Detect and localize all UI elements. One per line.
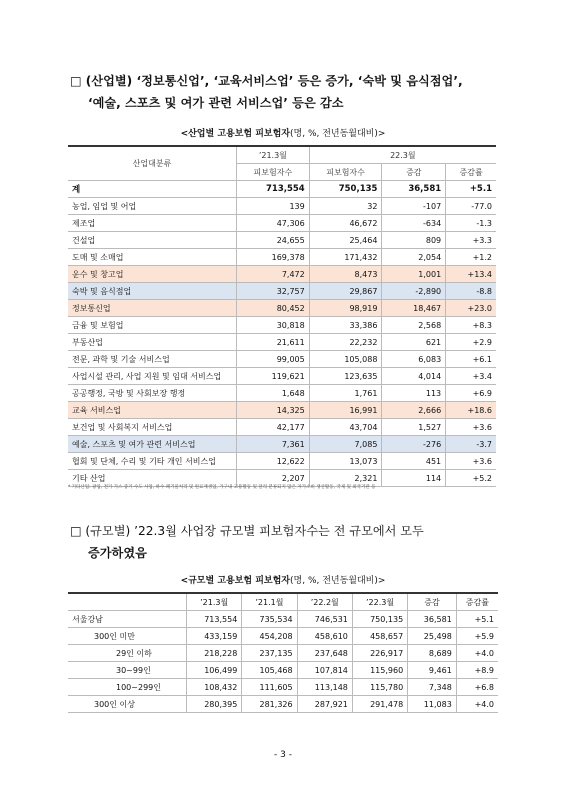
value-cell: 7,361 bbox=[237, 436, 310, 453]
value-cell: -276 bbox=[382, 436, 446, 453]
value-cell: +1.2 bbox=[446, 249, 496, 266]
value-cell: 750,135 bbox=[309, 181, 382, 198]
value-cell: +3.6 bbox=[446, 419, 496, 436]
section2-line2: 증가하였음 bbox=[88, 546, 147, 560]
table1-caption-title: <산업별 고용보험 피보험자 bbox=[180, 129, 291, 139]
value-cell: 2,054 bbox=[382, 249, 446, 266]
value-cell: 458,657 bbox=[352, 628, 407, 645]
table1-caption-unit: (명, %, 전년동월대비)> bbox=[290, 129, 386, 139]
value-cell: 32 bbox=[309, 198, 382, 215]
value-cell: 33,386 bbox=[309, 317, 382, 334]
section1-heading bbox=[70, 70, 510, 114]
value-cell: 8,689 bbox=[408, 645, 457, 662]
table-row bbox=[68, 453, 496, 470]
value-cell: +8.9 bbox=[456, 662, 498, 679]
value-cell: 12,622 bbox=[237, 453, 310, 470]
value-cell: 25,464 bbox=[309, 232, 382, 249]
value-cell: 30,818 bbox=[237, 317, 310, 334]
value-cell: 113 bbox=[382, 385, 446, 402]
value-cell: 451 bbox=[382, 453, 446, 470]
industry-name-cell: 교육 서비스업 bbox=[68, 402, 237, 419]
table-row bbox=[68, 317, 496, 334]
value-cell: 24,655 bbox=[237, 232, 310, 249]
col-2203: 22.3월 bbox=[309, 146, 496, 164]
value-cell: +5.2 bbox=[446, 470, 496, 487]
table2-caption bbox=[0, 573, 566, 586]
value-cell: 1,527 bbox=[382, 419, 446, 436]
value-cell: 106,499 bbox=[187, 662, 242, 679]
value-cell: 2,207 bbox=[237, 470, 310, 487]
table-row bbox=[68, 334, 496, 351]
table-row bbox=[68, 696, 498, 713]
value-cell: 281,326 bbox=[242, 696, 297, 713]
value-cell: 1,001 bbox=[382, 266, 446, 283]
industry-name-cell: 금융 및 보험업 bbox=[68, 317, 237, 334]
value-cell: 750,135 bbox=[352, 611, 407, 628]
table-row bbox=[68, 645, 498, 662]
value-cell: 36,581 bbox=[382, 181, 446, 198]
size-table bbox=[68, 592, 498, 713]
value-cell: +4.0 bbox=[456, 696, 498, 713]
page-number: - 3 - bbox=[274, 750, 292, 760]
value-cell: 1,648 bbox=[237, 385, 310, 402]
value-cell: 4,014 bbox=[382, 368, 446, 385]
t2-h5: 증감 bbox=[408, 593, 457, 611]
value-cell: 36,581 bbox=[408, 611, 457, 628]
table-row bbox=[68, 419, 496, 436]
value-cell: 113,148 bbox=[297, 679, 352, 696]
value-cell: +6.9 bbox=[446, 385, 496, 402]
industry-name-cell: 계 bbox=[68, 181, 237, 198]
value-cell: 9,461 bbox=[408, 662, 457, 679]
industry-name-cell: 농업, 임업 및 어업 bbox=[68, 198, 237, 215]
t2-h4: ’22.3월 bbox=[352, 593, 407, 611]
value-cell: 746,531 bbox=[297, 611, 352, 628]
value-cell: +3.3 bbox=[446, 232, 496, 249]
sub-insured-2203: 피보험자수 bbox=[309, 164, 382, 181]
value-cell: 115,960 bbox=[352, 662, 407, 679]
size-name-cell: 300인 미만 bbox=[68, 628, 187, 645]
value-cell: +3.6 bbox=[446, 453, 496, 470]
value-cell: 108,432 bbox=[187, 679, 242, 696]
value-cell: -3.7 bbox=[446, 436, 496, 453]
value-cell: 458,610 bbox=[297, 628, 352, 645]
size-name-cell: 30~99인 bbox=[68, 662, 187, 679]
value-cell: 25,498 bbox=[408, 628, 457, 645]
industry-name-cell: 협회 및 단체, 수리 및 기타 개인 서비스업 bbox=[68, 453, 237, 470]
industry-name-cell: 운수 및 창고업 bbox=[68, 266, 237, 283]
table-row bbox=[68, 300, 496, 317]
table-row bbox=[68, 385, 496, 402]
value-cell: 119,621 bbox=[237, 368, 310, 385]
value-cell: +6.8 bbox=[456, 679, 498, 696]
value-cell: -2,890 bbox=[382, 283, 446, 300]
sub-insured-2103: 피보험자수 bbox=[237, 164, 310, 181]
value-cell: 139 bbox=[237, 198, 310, 215]
industry-name-cell: 건설업 bbox=[68, 232, 237, 249]
value-cell: 43,704 bbox=[309, 419, 382, 436]
table-row bbox=[68, 679, 498, 696]
industry-name-cell: 정보통신업 bbox=[68, 300, 237, 317]
value-cell: 809 bbox=[382, 232, 446, 249]
industry-name-cell: 보건업 및 사회복지 서비스업 bbox=[68, 419, 237, 436]
col-2103: ’21.3월 bbox=[237, 146, 310, 164]
size-name-cell: 100~299인 bbox=[68, 679, 187, 696]
value-cell: 713,554 bbox=[187, 611, 242, 628]
table-row bbox=[68, 249, 496, 266]
value-cell: 99,005 bbox=[237, 351, 310, 368]
value-cell: 6,083 bbox=[382, 351, 446, 368]
value-cell: 287,921 bbox=[297, 696, 352, 713]
value-cell: 291,478 bbox=[352, 696, 407, 713]
value-cell: +8.3 bbox=[446, 317, 496, 334]
value-cell: 218,228 bbox=[187, 645, 242, 662]
industry-name-cell: 사업시설 관리, 사업 지원 및 임대 서비스업 bbox=[68, 368, 237, 385]
value-cell: -107 bbox=[382, 198, 446, 215]
value-cell: 226,917 bbox=[352, 645, 407, 662]
value-cell: 735,534 bbox=[242, 611, 297, 628]
value-cell: 171,432 bbox=[309, 249, 382, 266]
sub-rate: 증감률 bbox=[446, 164, 496, 181]
value-cell: +18.6 bbox=[446, 402, 496, 419]
value-cell: 8,473 bbox=[309, 266, 382, 283]
t2-h2: ’21.1월 bbox=[242, 593, 297, 611]
industry-name-cell: 도매 및 소매업 bbox=[68, 249, 237, 266]
table-row bbox=[68, 215, 496, 232]
value-cell: 46,672 bbox=[309, 215, 382, 232]
section1-line1: □ (산업별) ‘정보통신업’, ‘교육서비스업’ 등은 증가, ‘숙박 및 음식점업’, bbox=[70, 74, 463, 88]
value-cell: 169,378 bbox=[237, 249, 310, 266]
value-cell: 2,568 bbox=[382, 317, 446, 334]
t2-h6: 증감률 bbox=[456, 593, 498, 611]
table-row bbox=[68, 436, 496, 453]
table-row bbox=[68, 662, 498, 679]
t2-h1: ’21.3월 bbox=[187, 593, 242, 611]
value-cell: 115,780 bbox=[352, 679, 407, 696]
value-cell: +4.0 bbox=[456, 645, 498, 662]
industry-table bbox=[68, 145, 496, 487]
industry-name-cell: 부동산업 bbox=[68, 334, 237, 351]
value-cell: 11,083 bbox=[408, 696, 457, 713]
value-cell: 713,554 bbox=[237, 181, 310, 198]
table-row bbox=[68, 266, 496, 283]
value-cell: +5.1 bbox=[456, 611, 498, 628]
table2-caption-title: <규모별 고용보험 피보험자 bbox=[180, 576, 291, 586]
col-industry: 산업대분류 bbox=[68, 146, 237, 181]
value-cell: 14,325 bbox=[237, 402, 310, 419]
size-name-cell: 29인 이하 bbox=[68, 645, 187, 662]
value-cell: 13,073 bbox=[309, 453, 382, 470]
table1-caption bbox=[0, 126, 566, 139]
value-cell: 237,648 bbox=[297, 645, 352, 662]
table-row bbox=[68, 232, 496, 249]
value-cell: 7,085 bbox=[309, 436, 382, 453]
table-row bbox=[68, 628, 498, 645]
value-cell: -8.8 bbox=[446, 283, 496, 300]
value-cell: 621 bbox=[382, 334, 446, 351]
size-name-cell: 300인 이상 bbox=[68, 696, 187, 713]
value-cell: -634 bbox=[382, 215, 446, 232]
value-cell: 32,757 bbox=[237, 283, 310, 300]
industry-name-cell: 숙박 및 음식점업 bbox=[68, 283, 237, 300]
t2-h3: ’22.2월 bbox=[297, 593, 352, 611]
value-cell: 21,611 bbox=[237, 334, 310, 351]
value-cell: 111,605 bbox=[242, 679, 297, 696]
size-name-cell: 서울강남 bbox=[68, 611, 187, 628]
table-row bbox=[68, 283, 496, 300]
value-cell: -77.0 bbox=[446, 198, 496, 215]
value-cell: +2.9 bbox=[446, 334, 496, 351]
value-cell: +13.4 bbox=[446, 266, 496, 283]
table1-note: * 기타산업: 광업, 전기·가스·증기·수도 사업, 하수·폐기물처리 및 원료재생업, 가구내 고용활동 및 달리 분류되지 않은 자가소비 생산활동, 국제 및 외국기관 등 bbox=[68, 485, 376, 490]
value-cell: +23.0 bbox=[446, 300, 496, 317]
value-cell: 105,468 bbox=[242, 662, 297, 679]
value-cell: 7,348 bbox=[408, 679, 457, 696]
industry-name-cell: 예술, 스포츠 및 여가 관련 서비스업 bbox=[68, 436, 237, 453]
value-cell: 98,919 bbox=[309, 300, 382, 317]
value-cell: 1,761 bbox=[309, 385, 382, 402]
sub-change: 증감 bbox=[382, 164, 446, 181]
value-cell: 80,452 bbox=[237, 300, 310, 317]
value-cell: 2,666 bbox=[382, 402, 446, 419]
value-cell: 433,159 bbox=[187, 628, 242, 645]
table-row bbox=[68, 198, 496, 215]
value-cell: 123,635 bbox=[309, 368, 382, 385]
value-cell: +5.9 bbox=[456, 628, 498, 645]
table-row bbox=[68, 181, 496, 198]
industry-name-cell: 공공행정, 국방 및 사회보장 행정 bbox=[68, 385, 237, 402]
industry-name-cell: 기타 산업 bbox=[68, 470, 237, 487]
value-cell: 280,395 bbox=[187, 696, 242, 713]
value-cell: 42,177 bbox=[237, 419, 310, 436]
table2-caption-unit: (명, %, 전년동월대비)> bbox=[290, 576, 386, 586]
value-cell: 114 bbox=[382, 470, 446, 487]
value-cell: 105,088 bbox=[309, 351, 382, 368]
value-cell: 454,208 bbox=[242, 628, 297, 645]
table-row bbox=[68, 351, 496, 368]
value-cell: 22,232 bbox=[309, 334, 382, 351]
value-cell: +3.4 bbox=[446, 368, 496, 385]
table-row bbox=[68, 611, 498, 628]
table-row bbox=[68, 368, 496, 385]
value-cell: 7,472 bbox=[237, 266, 310, 283]
value-cell: 47,306 bbox=[237, 215, 310, 232]
industry-name-cell: 전문, 과학 및 기술 서비스업 bbox=[68, 351, 237, 368]
section2-line1: □ (규모별) ’22.3월 사업장 규모별 피보험자수는 전 규모에서 모두 bbox=[70, 524, 424, 538]
table-row bbox=[68, 402, 496, 419]
industry-name-cell: 제조업 bbox=[68, 215, 237, 232]
value-cell: 107,814 bbox=[297, 662, 352, 679]
value-cell: 16,991 bbox=[309, 402, 382, 419]
value-cell: 18,467 bbox=[382, 300, 446, 317]
value-cell: 29,867 bbox=[309, 283, 382, 300]
value-cell: +5.1 bbox=[446, 181, 496, 198]
section2-heading bbox=[70, 520, 510, 564]
value-cell: 237,135 bbox=[242, 645, 297, 662]
section1-line2: ‘예술, 스포츠 및 여가 관련 서비스업’ 등은 감소 bbox=[88, 96, 344, 110]
value-cell: -1.3 bbox=[446, 215, 496, 232]
value-cell: +6.1 bbox=[446, 351, 496, 368]
value-cell: 2,321 bbox=[309, 470, 382, 487]
